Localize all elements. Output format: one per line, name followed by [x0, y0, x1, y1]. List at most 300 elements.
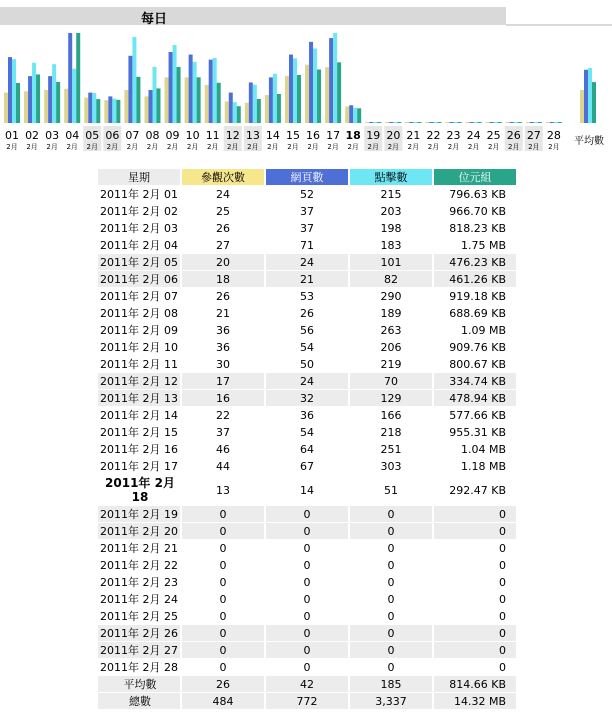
table-row — [98, 339, 516, 355]
cell-date: 2011年 2月 16 — [100, 443, 178, 456]
cell-visits: 20 — [182, 254, 264, 270]
cell-date: 2011年 2月 07 — [100, 290, 178, 303]
bar-10-1 — [185, 77, 189, 123]
bar-20-4 — [397, 122, 401, 123]
cell-hits: 198 — [380, 221, 402, 235]
table-row — [98, 540, 516, 556]
bar-27-3 — [534, 122, 538, 123]
bar-02-1 — [24, 91, 28, 123]
cell-pages: 0 — [303, 575, 311, 589]
cell-visits: 0 — [182, 506, 264, 522]
cell-bytes: 0 — [499, 660, 506, 674]
cell-date: 2011年 2月 21 — [100, 542, 178, 555]
bar-25-2 — [490, 122, 494, 123]
bar-21-4 — [417, 122, 421, 123]
month-label: 2月 — [186, 143, 199, 151]
cell-pages: 0 — [303, 660, 311, 674]
cell-pages: 21 — [266, 271, 348, 287]
bar-09-3 — [173, 45, 177, 123]
cell-hits: 0 — [387, 558, 395, 572]
cell-pages: 56 — [300, 323, 314, 337]
bar-08-1 — [144, 96, 148, 123]
bar-22-2 — [429, 122, 433, 123]
table-row — [98, 458, 516, 474]
cell-bytes: 1.09 MB — [460, 323, 506, 337]
bar-11-2 — [209, 60, 213, 123]
bar-22-4 — [437, 122, 441, 123]
bar-14-3 — [273, 74, 277, 123]
cell-date: 2011年 2月 25 — [100, 610, 178, 623]
bar-14-2 — [269, 77, 273, 123]
cell-visits: 37 — [216, 425, 230, 439]
month-label: 2月 — [327, 143, 339, 151]
table-row — [98, 237, 516, 253]
cell-bytes: 0 — [434, 642, 516, 658]
bar-11-4 — [217, 83, 221, 123]
bar-25-1 — [486, 122, 490, 123]
month-label: 2月 — [287, 143, 299, 151]
bar-19-2 — [369, 122, 373, 123]
day-label: 11 — [205, 129, 220, 142]
day-label: 24 — [466, 129, 481, 142]
cell-visits: 0 — [219, 541, 227, 555]
month-label: 2月 — [387, 143, 400, 151]
cell-date: 2011年 2月 23 — [100, 576, 178, 589]
cell-hits: 0 — [387, 660, 395, 674]
cell-date: 2011年 2月 06 — [98, 271, 180, 287]
cell-date: 平均數 — [98, 676, 180, 692]
day-label: 14 — [265, 129, 280, 142]
cell-pages: 50 — [300, 357, 314, 371]
month-label: 2月 — [166, 143, 179, 151]
cell-hits: 166 — [380, 408, 402, 422]
bar-18-4 — [357, 108, 361, 123]
column-header-pages: 網頁數 — [266, 169, 348, 185]
table-row — [98, 254, 516, 270]
average-label: 平均數 — [574, 136, 604, 147]
cell-bytes: 0 — [499, 541, 506, 555]
cell-visits: 27 — [216, 238, 230, 252]
bar-15-3 — [293, 58, 297, 123]
cell-hits: 0 — [387, 541, 395, 555]
cell-hits: 82 — [350, 271, 432, 287]
cell-pages: 42 — [266, 676, 348, 692]
cell-pages: 54 — [300, 425, 314, 439]
table-row — [98, 356, 516, 372]
month-label: 2月 — [548, 143, 560, 151]
cell-pages: 64 — [300, 442, 314, 456]
bar-15-1 — [285, 76, 289, 123]
day-label: 01 — [5, 129, 19, 142]
bar-27-4 — [538, 122, 542, 123]
month-label: 2月 — [487, 143, 500, 151]
bar-12-2 — [229, 93, 233, 123]
bar-24-3 — [474, 122, 478, 123]
table-row — [98, 288, 516, 304]
cell-date: 2011年 2月 12 — [98, 373, 180, 389]
bar-15-2 — [289, 55, 293, 123]
table-row — [98, 625, 516, 641]
cell-pages: 0 — [303, 558, 311, 572]
table-row — [98, 203, 516, 219]
cell-hits: 218 — [380, 425, 402, 439]
day-label: 10 — [185, 129, 200, 142]
daily-stats-table — [96, 168, 518, 710]
day-label: 16 — [306, 129, 321, 142]
bar-08-3 — [152, 67, 156, 123]
day-label: 13 — [245, 129, 260, 142]
bar-02-4 — [36, 74, 40, 123]
bar-28-2 — [550, 122, 554, 123]
day-label: 08 — [145, 129, 160, 142]
bar-avg-1 — [580, 90, 584, 123]
cell-bytes: 0 — [434, 625, 516, 641]
table-row — [98, 659, 516, 675]
bar-19-4 — [377, 122, 381, 123]
bar-17-2 — [329, 38, 333, 123]
cell-visits: 30 — [216, 357, 230, 371]
bar-13-1 — [245, 103, 249, 123]
bar-11-3 — [213, 58, 217, 123]
cell-visits: 0 — [219, 609, 227, 623]
cell-pages: 0 — [303, 592, 311, 606]
table-row — [98, 322, 516, 338]
cell-pages: 67 — [300, 459, 314, 473]
bar-21-1 — [405, 122, 409, 123]
bar-05-4 — [96, 99, 100, 123]
month-label: 2月 — [447, 143, 460, 151]
month-label: 2月 — [467, 143, 480, 151]
cell-hits: 0 — [387, 592, 395, 606]
cell-bytes: 1.04 MB — [460, 442, 506, 456]
bar-10-4 — [197, 77, 201, 123]
cell-pages: 53 — [300, 289, 314, 303]
month-label: 2月 — [46, 143, 58, 151]
cell-date: 2011年 2月 19 — [98, 506, 180, 522]
bar-17-1 — [325, 67, 329, 123]
cell-date: 2011年 2月 18 — [105, 476, 175, 504]
bar-13-4 — [257, 99, 261, 123]
bar-23-1 — [446, 122, 450, 123]
column-header-visits: 參觀次數 — [182, 169, 264, 185]
cell-pages: 37 — [300, 221, 314, 235]
cell-bytes: 478.94 KB — [434, 390, 516, 406]
cell-visits: 484 — [182, 693, 264, 709]
bar-24-2 — [470, 122, 474, 123]
cell-visits: 13 — [216, 483, 230, 497]
month-label: 2月 — [86, 143, 99, 151]
bar-01-3 — [12, 59, 16, 123]
bar-01-2 — [8, 57, 12, 123]
month-label: 2月 — [367, 143, 379, 151]
bar-03-1 — [44, 90, 48, 123]
cell-date: 2011年 2月 13 — [98, 390, 180, 406]
month-label: 2月 — [206, 143, 219, 151]
cell-hits: 0 — [350, 523, 432, 539]
bar-08-4 — [156, 88, 160, 123]
bar-01-1 — [4, 93, 8, 123]
cell-visits: 46 — [216, 442, 230, 456]
bar-05-1 — [84, 98, 88, 123]
bar-07-2 — [128, 56, 132, 123]
bar-02-2 — [28, 76, 32, 123]
day-label: 19 — [366, 129, 381, 142]
cell-pages: 71 — [300, 238, 314, 252]
table-row — [98, 271, 516, 287]
cell-date: 2011年 2月 28 — [100, 661, 178, 674]
bar-26-2 — [510, 122, 514, 123]
bar-20-2 — [389, 122, 393, 123]
cell-bytes: 0 — [434, 506, 516, 522]
table-row — [98, 608, 516, 624]
bar-03-4 — [56, 82, 60, 123]
day-label: 27 — [526, 129, 541, 142]
bar-23-4 — [458, 122, 462, 123]
cell-hits: 51 — [384, 483, 398, 497]
table-row — [98, 523, 516, 539]
cell-pages: 37 — [300, 204, 314, 218]
bar-07-4 — [136, 77, 140, 123]
cell-hits: 183 — [380, 238, 402, 252]
cell-pages: 0 — [266, 523, 348, 539]
bar-15-4 — [297, 75, 301, 123]
cell-bytes: 909.76 KB — [449, 340, 506, 354]
bar-04-3 — [72, 69, 76, 123]
bar-05-2 — [88, 93, 92, 123]
cell-visits: 21 — [216, 306, 230, 320]
cell-bytes: 814.66 KB — [434, 676, 516, 692]
day-label: 03 — [45, 129, 60, 142]
day-label: 28 — [546, 129, 561, 142]
bar-27-2 — [530, 122, 534, 123]
cell-date: 2011年 2月 04 — [100, 239, 178, 252]
cell-bytes: 0 — [499, 575, 506, 589]
table-row — [98, 506, 516, 522]
cell-hits: 203 — [380, 204, 402, 218]
cell-bytes: 334.74 KB — [434, 373, 516, 389]
day-label: 17 — [326, 129, 341, 142]
cell-visits: 0 — [219, 575, 227, 589]
table-row — [98, 441, 516, 457]
cell-hits: 263 — [380, 323, 402, 337]
cell-bytes: 955.31 KB — [449, 425, 506, 439]
cell-bytes: 1.75 MB — [460, 238, 506, 252]
day-label: 02 — [25, 129, 40, 142]
bar-25-4 — [498, 122, 502, 123]
bar-16-4 — [317, 70, 321, 123]
bar-06-2 — [108, 96, 112, 123]
bar-21-2 — [409, 122, 413, 123]
bar-20-1 — [385, 122, 389, 123]
bar-27-1 — [526, 122, 530, 123]
cell-hits: 219 — [380, 357, 402, 371]
cell-bytes: 0 — [499, 558, 506, 572]
cell-pages: 0 — [303, 609, 311, 623]
cell-visits: 16 — [182, 390, 264, 406]
bar-20-3 — [393, 122, 397, 123]
section-title: 每日 — [141, 12, 168, 27]
cell-pages: 52 — [300, 187, 314, 201]
bar-12-4 — [237, 106, 241, 123]
cell-visits: 17 — [182, 373, 264, 389]
table-header-row — [98, 169, 516, 185]
bar-16-1 — [305, 65, 309, 123]
cell-date: 2011年 2月 05 — [98, 254, 180, 270]
cell-pages: 24 — [266, 373, 348, 389]
cell-bytes: 919.18 KB — [449, 289, 506, 303]
bar-07-1 — [124, 90, 128, 123]
bar-23-2 — [450, 122, 454, 123]
column-header-hits: 點擊數 — [350, 169, 432, 185]
month-label: 2月 — [146, 143, 159, 151]
cell-bytes: 14.32 MB — [434, 693, 516, 709]
cell-bytes: 818.23 KB — [449, 221, 506, 235]
month-label: 2月 — [267, 143, 279, 151]
cell-hits: 251 — [380, 442, 402, 456]
table-row — [98, 373, 516, 389]
table-row — [98, 591, 516, 607]
bar-19-3 — [373, 122, 377, 123]
bar-06-1 — [104, 100, 108, 123]
day-label: 06 — [105, 129, 120, 142]
cell-date: 2011年 2月 01 — [100, 188, 178, 201]
cell-visits: 26 — [182, 676, 264, 692]
cell-visits: 0 — [182, 642, 264, 658]
month-label: 2月 — [307, 143, 319, 151]
cell-pages: 54 — [300, 340, 314, 354]
cell-visits: 0 — [219, 660, 227, 674]
cell-visits: 26 — [216, 289, 230, 303]
cell-hits: 189 — [380, 306, 402, 320]
month-label: 2月 — [427, 143, 440, 151]
cell-date: 2011年 2月 10 — [100, 341, 178, 354]
bar-10-2 — [189, 55, 193, 123]
cell-hits: 0 — [387, 609, 395, 623]
cell-visits: 44 — [216, 459, 230, 473]
bar-19-1 — [365, 122, 369, 123]
cell-date: 2011年 2月 08 — [100, 307, 178, 320]
bar-11-1 — [205, 85, 209, 123]
day-label: 22 — [426, 129, 441, 142]
bar-08-2 — [148, 90, 152, 123]
day-label: 26 — [506, 129, 521, 142]
bar-26-1 — [506, 122, 510, 123]
table-row — [98, 557, 516, 573]
table-row — [98, 305, 516, 321]
cell-pages: 36 — [300, 408, 314, 422]
bar-22-1 — [425, 122, 429, 123]
bar-14-1 — [265, 95, 269, 123]
cell-hits: 0 — [387, 575, 395, 589]
cell-date: 2011年 2月 09 — [100, 324, 178, 337]
cell-visits: 25 — [216, 204, 230, 218]
cell-date: 2011年 2月 03 — [100, 222, 178, 235]
bar-06-4 — [116, 100, 120, 123]
cell-date: 2011年 2月 24 — [100, 593, 178, 606]
cell-pages: 0 — [266, 506, 348, 522]
cell-hits: 0 — [350, 625, 432, 641]
table-row — [98, 475, 516, 505]
table-row-total — [98, 693, 516, 709]
cell-bytes: 796.63 KB — [449, 187, 506, 201]
month-label: 2月 — [126, 143, 139, 151]
cell-visits: 0 — [219, 592, 227, 606]
cell-hits: 215 — [380, 187, 402, 201]
bar-07-3 — [132, 37, 136, 123]
column-header-bytes: 位元組 — [434, 169, 516, 185]
month-label: 2月 — [106, 143, 119, 151]
bar-avg-3 — [588, 68, 592, 123]
month-label: 2月 — [6, 143, 18, 151]
bar-13-3 — [253, 85, 257, 123]
day-label: 09 — [165, 129, 180, 142]
table-row — [98, 220, 516, 236]
cell-date: 2011年 2月 02 — [100, 205, 178, 218]
table-row — [98, 186, 516, 202]
cell-pages: 24 — [266, 254, 348, 270]
bar-09-4 — [177, 67, 181, 123]
section-header — [0, 7, 506, 25]
bar-06-3 — [112, 99, 116, 123]
cell-pages: 772 — [266, 693, 348, 709]
day-label: 04 — [65, 129, 80, 142]
cell-date: 2011年 2月 17 — [100, 460, 178, 473]
bar-26-3 — [514, 122, 518, 123]
cell-visits: 22 — [216, 408, 230, 422]
bar-13-2 — [249, 82, 253, 123]
bar-12-1 — [225, 101, 229, 123]
table-row — [98, 424, 516, 440]
month-label: 2月 — [26, 143, 38, 151]
cell-pages: 26 — [300, 306, 314, 320]
month-label: 2月 — [227, 143, 239, 151]
cell-pages: 0 — [266, 642, 348, 658]
bar-24-1 — [466, 122, 470, 123]
day-label: 12 — [225, 129, 240, 142]
bar-04-4 — [76, 33, 80, 123]
month-label: 2月 — [347, 143, 359, 151]
cell-hits: 101 — [350, 254, 432, 270]
cell-date: 2011年 2月 22 — [100, 559, 178, 572]
bar-17-3 — [333, 33, 337, 123]
cell-hits: 129 — [350, 390, 432, 406]
cell-hits: 303 — [380, 459, 402, 473]
cell-date: 2011年 2月 26 — [98, 625, 180, 641]
cell-hits: 185 — [350, 676, 432, 692]
bar-18-2 — [349, 105, 353, 123]
bar-avg-2 — [584, 70, 588, 123]
bar-18-1 — [345, 107, 349, 123]
cell-bytes: 461.26 KB — [434, 271, 516, 287]
cell-hits: 3,337 — [350, 693, 432, 709]
cell-visits: 0 — [182, 625, 264, 641]
bar-16-3 — [313, 48, 317, 123]
cell-bytes: 577.66 KB — [449, 408, 506, 422]
cell-bytes: 292.47 KB — [449, 483, 506, 497]
day-label: 07 — [125, 129, 140, 142]
bar-28-1 — [546, 122, 550, 123]
bar-26-4 — [518, 122, 522, 123]
table-row — [98, 574, 516, 590]
cell-hits: 290 — [380, 289, 402, 303]
cell-hits: 0 — [350, 506, 432, 522]
bar-12-3 — [233, 102, 237, 123]
cell-date: 2011年 2月 20 — [98, 523, 180, 539]
cell-bytes: 966.70 KB — [449, 204, 506, 218]
table-row — [98, 642, 516, 658]
cell-visits: 0 — [219, 558, 227, 572]
month-label: 2月 — [247, 143, 259, 151]
